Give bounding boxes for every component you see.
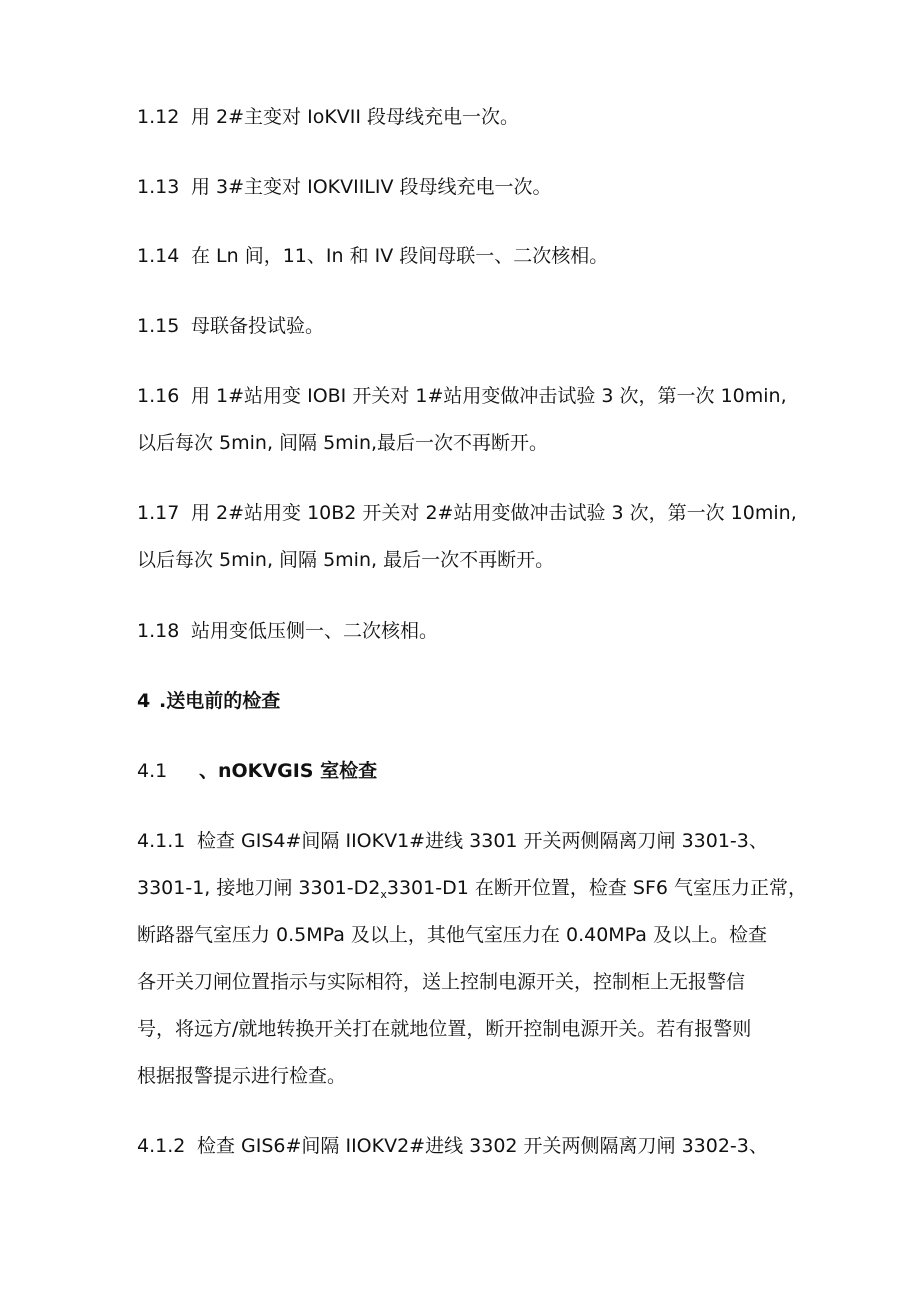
item-1-17-continuation: 以后每次 5min, 间隔 5min, 最后一次不再断开。 bbox=[137, 549, 555, 571]
item-1-14 bbox=[137, 243, 800, 269]
item-number: 1.18 bbox=[137, 620, 180, 642]
text-part: 3301-1, 接地刀闸 3301-D2 bbox=[137, 877, 381, 899]
item-1-16 bbox=[137, 383, 800, 409]
item-number: 1.14 bbox=[137, 245, 180, 267]
item-number: 1.13 bbox=[137, 176, 180, 198]
section-4-heading bbox=[137, 688, 800, 714]
item-4-1-1 bbox=[137, 828, 800, 854]
item-text: 母联备投试验。 bbox=[191, 315, 325, 337]
item-number: 1.12 bbox=[137, 106, 180, 128]
item-1-12 bbox=[137, 104, 800, 130]
item-text: 在 Ln 间，11、In 和 IV 段间母联一、二次核相。 bbox=[191, 245, 609, 267]
subscript: x bbox=[380, 888, 387, 901]
item-text: 检查 GIS4#间隔 IIOKV1#进线 3301 开关两侧隔离刀闸 3301-3、 bbox=[197, 830, 768, 852]
item-4-1-1-line-3: 断路器气室压力 0.5MPa 及以上，其他气室压力在 0.40MPa 及以上。检查 bbox=[137, 924, 767, 946]
item-1-18 bbox=[137, 618, 800, 644]
item-text: 检查 GIS6#间隔 IIOKV2#进线 3302 开关两侧隔离刀闸 3302-3、 bbox=[197, 1135, 768, 1157]
item-4-1-1-line-4: 各开关刀闸位置指示与实际相符，送上控制电源开关，控制柜上无报警信 bbox=[137, 971, 746, 993]
section-number: 4.1 bbox=[137, 760, 168, 782]
item-1-13 bbox=[137, 174, 800, 200]
item-1-15 bbox=[137, 313, 800, 339]
item-number: 1.15 bbox=[137, 315, 180, 337]
item-number: 4.1.1 bbox=[137, 830, 186, 852]
section-number: 4 bbox=[137, 690, 151, 712]
item-text: 站用变低压侧一、二次核相。 bbox=[191, 620, 439, 642]
text-part: 3301-D1 在断开位置，检查 SF6 气室压力正常， bbox=[386, 877, 808, 899]
item-number: 1.16 bbox=[137, 385, 180, 407]
section-4-1-heading bbox=[137, 758, 800, 784]
item-4-1-1-line-5: 号，将远方/就地转换开关打在就地位置，断开控制电源开关。若有报警则 bbox=[137, 1018, 752, 1040]
item-number: 1.17 bbox=[137, 502, 180, 524]
section-title: .送电前的检查 bbox=[159, 690, 281, 712]
item-4-1-1-line-6: 根据报警提示进行检查。 bbox=[137, 1065, 347, 1087]
item-text: 用 2#站用变 10B2 开关对 2#站用变做冲击试验 3 次，第一次 10min, bbox=[191, 502, 797, 524]
item-text: 用 2#主变对 IoKVII 段母线充电一次。 bbox=[191, 106, 520, 128]
item-4-1-1-line-2 bbox=[137, 875, 808, 908]
item-text: 用 1#站用变 IOBI 开关对 1#站用变做冲击试验 3 次，第一次 10min, bbox=[191, 385, 787, 407]
item-text: 用 3#主变对 IOKVIILIV 段母线充电一次。 bbox=[191, 176, 552, 198]
item-4-1-2 bbox=[137, 1133, 800, 1159]
item-1-17 bbox=[137, 500, 800, 526]
section-title: 、nOKVGIS 室检查 bbox=[199, 760, 378, 782]
item-1-16-continuation: 以后每次 5min, 间隔 5min,最后一次不再断开。 bbox=[137, 432, 549, 454]
item-number: 4.1.2 bbox=[137, 1135, 186, 1157]
